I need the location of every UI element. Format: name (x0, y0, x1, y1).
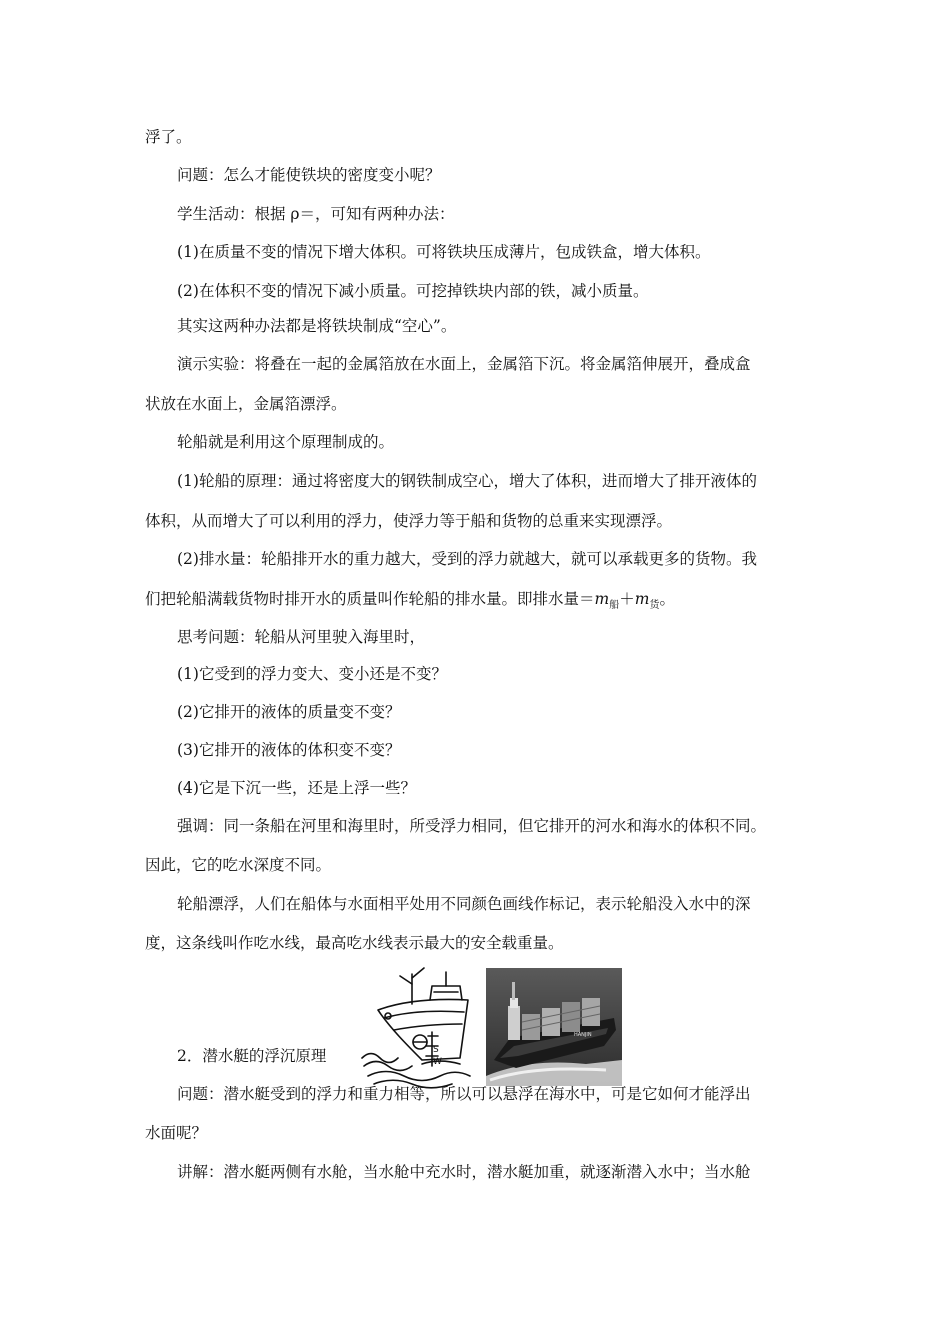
text-line: 问题：怎么才能使铁块的密度变小呢？ (177, 166, 441, 184)
text-line: 讲解：潜水艇两侧有水舱，当水舱中充水时，潜水艇加重，就逐渐潜入水中；当水舱 (177, 1163, 751, 1181)
text-line: 强调：同一条船在河里和海里时，所受浮力相同，但它排开的河水和海水的体积不同。 (177, 817, 767, 835)
text-line: (1)它受到的浮力变大、变小还是不变？ (177, 665, 447, 683)
text-line: 思考问题：轮船从河里驶入海里时， (177, 628, 426, 646)
text-line: (2)它排开的液体的质量变不变？ (177, 703, 401, 721)
text-line: 演示实验：将叠在一起的金属箔放在水面上，金属箔下沉。将金属箔伸展开，叠成盒 (177, 355, 751, 373)
text-line: (1)轮船的原理：通过将密度大的钢铁制成空心，增大了体积，进而增大了排开液体的 (177, 472, 757, 490)
text-line: (3)它排开的液体的体积变不变？ (177, 741, 401, 759)
formula-mass: m (634, 590, 650, 608)
text-line: (4)它是下沉一些，还是上浮一些？ (177, 779, 416, 797)
formula-mass: m (594, 590, 610, 608)
text-line (145, 589, 675, 612)
text-line: 因此，它的吃水深度不同。 (145, 856, 332, 874)
ship-mark-w: W (433, 1057, 442, 1067)
text-segment: 们把轮船满载货物时排开水的质量叫作轮船的排水量。即排水量＝ (145, 590, 595, 608)
ship-line-drawing (360, 966, 476, 1090)
text-line: (2)排水量：轮船排开水的重力越大，受到的浮力就越大，就可以承载更多的货物。我 (177, 550, 757, 568)
ship-figures (360, 966, 622, 1090)
ship-mark-s: S (433, 1045, 439, 1055)
text-line: 水面呢？ (145, 1124, 208, 1142)
section-heading: 2．潜水艇的浮沉原理 (177, 1047, 327, 1065)
text-line: 学生活动：根据 ρ＝，可知有两种办法： (177, 205, 455, 223)
text-line: (2)在体积不变的情况下减小质量。可挖掉铁块内部的铁，减小质量。 (177, 282, 649, 300)
formula-subscript: 货 (649, 600, 660, 612)
text-line: 状放在水面上，金属箔漂浮。 (145, 395, 347, 413)
text-line: 其实这两种办法都是将铁块制成“空心”。 (177, 317, 457, 335)
formula-end: 。 (659, 590, 675, 608)
cargo-ship-photo (486, 968, 622, 1086)
text-line: 轮船漂浮，人们在船体与水面相平处用不同颜色画线作标记，表示轮船没入水中的深 (177, 895, 751, 913)
text-line: 问题：潜水艇受到的浮力和重力相等，所以可以悬浮在海水中，可是它如何才能浮出 (177, 1085, 751, 1103)
formula-subscript: 船 (609, 600, 620, 612)
text-line: (1)在质量不变的情况下增大体积。可将铁块压成薄片，包成铁盒，增大体积。 (177, 243, 711, 261)
text-line: 轮船就是利用这个原理制成的。 (177, 433, 395, 451)
ship-brand-label: HANJIN (574, 1032, 592, 1038)
formula-plus: ＋ (619, 590, 635, 608)
text-line: 体积，从而增大了可以利用的浮力，使浮力等于船和货物的总重来实现漂浮。 (145, 512, 673, 530)
text-line: 浮了。 (145, 128, 192, 146)
text-line: 度，这条线叫作吃水线，最高吃水线表示最大的安全载重量。 (145, 934, 564, 952)
